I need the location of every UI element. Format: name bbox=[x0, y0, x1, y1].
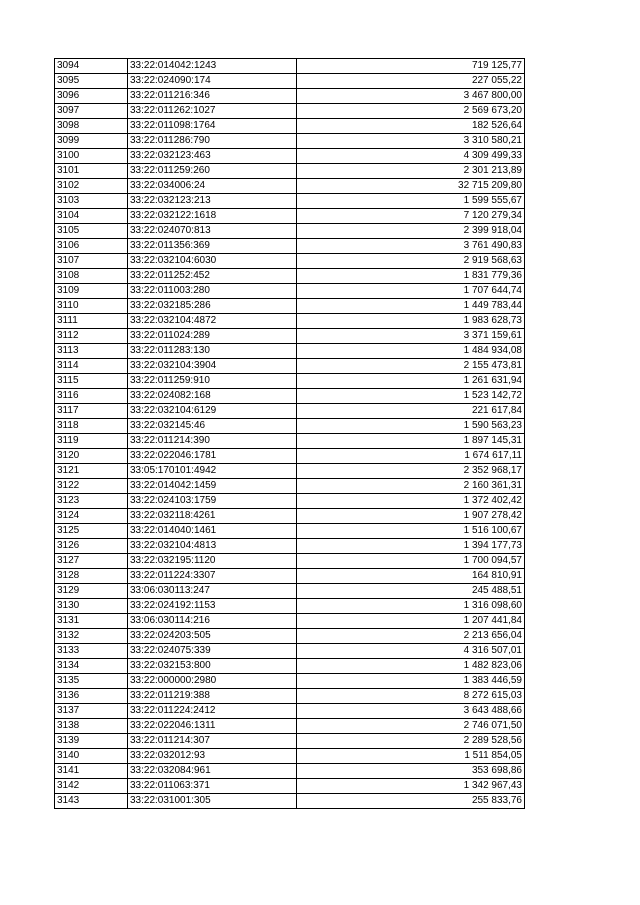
cadastral-value-cell: 353 698,86 bbox=[297, 764, 525, 779]
row-number-cell: 3107 bbox=[55, 254, 128, 269]
cadastral-number-cell: 33:06:030113:247 bbox=[128, 584, 297, 599]
cadastral-number-cell: 33:22:000000:2980 bbox=[128, 674, 297, 689]
cadastral-number-cell: 33:22:032084:961 bbox=[128, 764, 297, 779]
cadastral-value-cell: 4 316 507,01 bbox=[297, 644, 525, 659]
cadastral-value-cell: 1 907 278,42 bbox=[297, 509, 525, 524]
cadastral-number-cell: 33:22:024192:1153 bbox=[128, 599, 297, 614]
table-row bbox=[55, 254, 525, 269]
table-row bbox=[55, 59, 525, 74]
cadastral-value-cell: 2 919 568,63 bbox=[297, 254, 525, 269]
table-row bbox=[55, 239, 525, 254]
cadastral-value-cell: 1 316 098,60 bbox=[297, 599, 525, 614]
table-row bbox=[55, 284, 525, 299]
cadastral-value-cell: 2 213 656,04 bbox=[297, 629, 525, 644]
cadastral-value-cell: 1 342 967,43 bbox=[297, 779, 525, 794]
cadastral-value-cell: 2 160 361,31 bbox=[297, 479, 525, 494]
row-number-cell: 3131 bbox=[55, 614, 128, 629]
cadastral-value-cell: 1 831 779,36 bbox=[297, 269, 525, 284]
table-row bbox=[55, 314, 525, 329]
cadastral-number-cell: 33:22:032104:6030 bbox=[128, 254, 297, 269]
cadastral-value-cell: 1 511 854,05 bbox=[297, 749, 525, 764]
row-number-cell: 3140 bbox=[55, 749, 128, 764]
cadastral-value-cell: 2 301 213,89 bbox=[297, 164, 525, 179]
cadastral-number-cell: 33:22:011283:130 bbox=[128, 344, 297, 359]
cadastral-number-cell: 33:22:011262:1027 bbox=[128, 104, 297, 119]
cadastral-number-cell: 33:22:032012:93 bbox=[128, 749, 297, 764]
cadastral-number-cell: 33:22:032123:463 bbox=[128, 149, 297, 164]
row-number-cell: 3106 bbox=[55, 239, 128, 254]
cadastral-value-cell: 164 810,91 bbox=[297, 569, 525, 584]
table-row bbox=[55, 389, 525, 404]
table-row bbox=[55, 269, 525, 284]
table-row bbox=[55, 794, 525, 809]
table-row bbox=[55, 149, 525, 164]
table-row bbox=[55, 749, 525, 764]
cadastral-value-cell: 7 120 279,34 bbox=[297, 209, 525, 224]
cadastral-value-cell: 1 516 100,67 bbox=[297, 524, 525, 539]
cadastral-value-cell: 2 746 071,50 bbox=[297, 719, 525, 734]
table-row bbox=[55, 419, 525, 434]
row-number-cell: 3113 bbox=[55, 344, 128, 359]
table-row bbox=[55, 584, 525, 599]
cadastral-value-cell: 255 833,76 bbox=[297, 794, 525, 809]
cadastral-value-cell: 2 399 918,04 bbox=[297, 224, 525, 239]
cadastral-value-cell: 221 617,84 bbox=[297, 404, 525, 419]
cadastral-value-cell: 2 352 968,17 bbox=[297, 464, 525, 479]
table-row bbox=[55, 614, 525, 629]
cadastral-number-cell: 33:22:014042:1243 bbox=[128, 59, 297, 74]
row-number-cell: 3126 bbox=[55, 539, 128, 554]
row-number-cell: 3105 bbox=[55, 224, 128, 239]
table-row bbox=[55, 689, 525, 704]
row-number-cell: 3115 bbox=[55, 374, 128, 389]
cadastral-number-cell: 33:22:011224:3307 bbox=[128, 569, 297, 584]
cadastral-value-cell: 1 261 631,94 bbox=[297, 374, 525, 389]
cadastral-number-cell: 33:06:030114:216 bbox=[128, 614, 297, 629]
table-row bbox=[55, 104, 525, 119]
cadastral-number-cell: 33:22:032104:3904 bbox=[128, 359, 297, 374]
cadastral-number-cell: 33:22:032145:46 bbox=[128, 419, 297, 434]
cadastral-number-cell: 33:22:014042:1459 bbox=[128, 479, 297, 494]
cadastral-number-cell: 33:22:032123:213 bbox=[128, 194, 297, 209]
cadastral-value-cell: 1 394 177,73 bbox=[297, 539, 525, 554]
row-number-cell: 3114 bbox=[55, 359, 128, 374]
table-row bbox=[55, 779, 525, 794]
row-number-cell: 3132 bbox=[55, 629, 128, 644]
table-row bbox=[55, 629, 525, 644]
cadastral-value-cell: 1 482 823,06 bbox=[297, 659, 525, 674]
table-row bbox=[55, 569, 525, 584]
cadastral-number-cell: 33:22:022046:1311 bbox=[128, 719, 297, 734]
cadastral-number-cell: 33:22:032122:1618 bbox=[128, 209, 297, 224]
table-row bbox=[55, 119, 525, 134]
table-row bbox=[55, 359, 525, 374]
cadastral-value-cell: 1 674 617,11 bbox=[297, 449, 525, 464]
cadastral-value-cell: 4 309 499,33 bbox=[297, 149, 525, 164]
table-row bbox=[55, 479, 525, 494]
cadastral-value-cell: 1 372 402,42 bbox=[297, 494, 525, 509]
cadastral-number-cell: 33:22:011259:260 bbox=[128, 164, 297, 179]
cadastral-number-cell: 33:22:032104:4872 bbox=[128, 314, 297, 329]
cadastral-number-cell: 33:22:011024:289 bbox=[128, 329, 297, 344]
table-row bbox=[55, 329, 525, 344]
row-number-cell: 3118 bbox=[55, 419, 128, 434]
cadastral-number-cell: 33:22:011063:371 bbox=[128, 779, 297, 794]
table-row bbox=[55, 734, 525, 749]
cadastral-number-cell: 33:22:034006:24 bbox=[128, 179, 297, 194]
cadastral-number-cell: 33:22:011214:307 bbox=[128, 734, 297, 749]
row-number-cell: 3129 bbox=[55, 584, 128, 599]
table-row bbox=[55, 74, 525, 89]
cadastral-value-cell: 227 055,22 bbox=[297, 74, 525, 89]
table-row bbox=[55, 134, 525, 149]
row-number-cell: 3100 bbox=[55, 149, 128, 164]
row-number-cell: 3110 bbox=[55, 299, 128, 314]
table-row bbox=[55, 194, 525, 209]
cadastral-value-cell: 1 590 563,23 bbox=[297, 419, 525, 434]
row-number-cell: 3133 bbox=[55, 644, 128, 659]
row-number-cell: 3101 bbox=[55, 164, 128, 179]
cadastral-number-cell: 33:22:011214:390 bbox=[128, 434, 297, 449]
row-number-cell: 3103 bbox=[55, 194, 128, 209]
cadastral-value-cell: 2 155 473,81 bbox=[297, 359, 525, 374]
cadastral-number-cell: 33:22:032104:6129 bbox=[128, 404, 297, 419]
row-number-cell: 3098 bbox=[55, 119, 128, 134]
table-row bbox=[55, 434, 525, 449]
cadastral-number-cell: 33:22:032153:800 bbox=[128, 659, 297, 674]
cadastral-number-cell: 33:22:024075:339 bbox=[128, 644, 297, 659]
table-row bbox=[55, 599, 525, 614]
cadastral-number-cell: 33:22:032195:1120 bbox=[128, 554, 297, 569]
table-row bbox=[55, 404, 525, 419]
table-row bbox=[55, 209, 525, 224]
row-number-cell: 3095 bbox=[55, 74, 128, 89]
cadastral-number-cell: 33:22:032118:4261 bbox=[128, 509, 297, 524]
row-number-cell: 3108 bbox=[55, 269, 128, 284]
cadastral-number-cell: 33:22:011356:369 bbox=[128, 239, 297, 254]
cadastral-value-cell: 8 272 615,03 bbox=[297, 689, 525, 704]
row-number-cell: 3097 bbox=[55, 104, 128, 119]
cadastral-number-cell: 33:22:022046:1781 bbox=[128, 449, 297, 464]
row-number-cell: 3094 bbox=[55, 59, 128, 74]
cadastral-value-cell: 3 310 580,21 bbox=[297, 134, 525, 149]
cadastral-number-cell: 33:22:024090:174 bbox=[128, 74, 297, 89]
row-number-cell: 3142 bbox=[55, 779, 128, 794]
row-number-cell: 3143 bbox=[55, 794, 128, 809]
cadastral-number-cell: 33:22:011252:452 bbox=[128, 269, 297, 284]
table-row bbox=[55, 509, 525, 524]
cadastral-value-cell: 2 289 528,56 bbox=[297, 734, 525, 749]
table-row bbox=[55, 659, 525, 674]
table-row bbox=[55, 764, 525, 779]
cadastral-number-cell: 33:05:170101:4942 bbox=[128, 464, 297, 479]
cadastral-number-cell: 33:22:032104:4813 bbox=[128, 539, 297, 554]
cadastral-number-cell: 33:22:011098:1764 bbox=[128, 119, 297, 134]
cadastral-value-cell: 1 383 446,59 bbox=[297, 674, 525, 689]
cadastral-value-cell: 1 599 555,67 bbox=[297, 194, 525, 209]
table-row bbox=[55, 494, 525, 509]
cadastral-value-cell: 3 467 800,00 bbox=[297, 89, 525, 104]
cadastral-value-cell: 1 983 628,73 bbox=[297, 314, 525, 329]
table-row bbox=[55, 89, 525, 104]
cadastral-number-cell: 33:22:011224:2412 bbox=[128, 704, 297, 719]
row-number-cell: 3099 bbox=[55, 134, 128, 149]
table-row bbox=[55, 299, 525, 314]
cadastral-number-cell: 33:22:024203:505 bbox=[128, 629, 297, 644]
cadastral-number-cell: 33:22:011286:790 bbox=[128, 134, 297, 149]
cadastral-number-cell: 33:22:011219:388 bbox=[128, 689, 297, 704]
cadastral-number-cell: 33:22:024103:1759 bbox=[128, 494, 297, 509]
row-number-cell: 3137 bbox=[55, 704, 128, 719]
cadastral-value-cell: 1 207 441,84 bbox=[297, 614, 525, 629]
cadastral-value-cell: 1 707 644,74 bbox=[297, 284, 525, 299]
row-number-cell: 3134 bbox=[55, 659, 128, 674]
row-number-cell: 3121 bbox=[55, 464, 128, 479]
cadastral-value-cell: 719 125,77 bbox=[297, 59, 525, 74]
table-row bbox=[55, 719, 525, 734]
table-row bbox=[55, 164, 525, 179]
cadastral-value-cell: 1 523 142,72 bbox=[297, 389, 525, 404]
row-number-cell: 3128 bbox=[55, 569, 128, 584]
row-number-cell: 3138 bbox=[55, 719, 128, 734]
table-row bbox=[55, 224, 525, 239]
row-number-cell: 3116 bbox=[55, 389, 128, 404]
cadastral-value-cell: 1 700 094,57 bbox=[297, 554, 525, 569]
table-row bbox=[55, 704, 525, 719]
row-number-cell: 3119 bbox=[55, 434, 128, 449]
cadastral-number-cell: 33:22:032185:286 bbox=[128, 299, 297, 314]
table-row bbox=[55, 374, 525, 389]
cadastral-number-cell: 33:22:024082:168 bbox=[128, 389, 297, 404]
table-row bbox=[55, 644, 525, 659]
row-number-cell: 3139 bbox=[55, 734, 128, 749]
table-body bbox=[55, 59, 525, 809]
row-number-cell: 3102 bbox=[55, 179, 128, 194]
row-number-cell: 3130 bbox=[55, 599, 128, 614]
cadastral-value-cell: 1 484 934,08 bbox=[297, 344, 525, 359]
table-row bbox=[55, 674, 525, 689]
cadastral-value-cell: 3 761 490,83 bbox=[297, 239, 525, 254]
table-row bbox=[55, 539, 525, 554]
cadastral-value-cell: 1 449 783,44 bbox=[297, 299, 525, 314]
row-number-cell: 3120 bbox=[55, 449, 128, 464]
table-row bbox=[55, 524, 525, 539]
table-row bbox=[55, 449, 525, 464]
cadastral-value-cell: 32 715 209,80 bbox=[297, 179, 525, 194]
table-row bbox=[55, 554, 525, 569]
row-number-cell: 3125 bbox=[55, 524, 128, 539]
row-number-cell: 3112 bbox=[55, 329, 128, 344]
row-number-cell: 3122 bbox=[55, 479, 128, 494]
cadastral-number-cell: 33:22:011003:280 bbox=[128, 284, 297, 299]
row-number-cell: 3124 bbox=[55, 509, 128, 524]
cadastral-value-cell: 3 371 159,61 bbox=[297, 329, 525, 344]
cadastral-value-cell: 1 897 145,31 bbox=[297, 434, 525, 449]
cadastral-number-cell: 33:22:031001:305 bbox=[128, 794, 297, 809]
cadastral-value-cell: 245 488,51 bbox=[297, 584, 525, 599]
cadastral-value-cell: 2 569 673,20 bbox=[297, 104, 525, 119]
row-number-cell: 3096 bbox=[55, 89, 128, 104]
cadastral-number-cell: 33:22:011259:910 bbox=[128, 374, 297, 389]
row-number-cell: 3111 bbox=[55, 314, 128, 329]
cadastral-number-cell: 33:22:014040:1461 bbox=[128, 524, 297, 539]
table-row bbox=[55, 464, 525, 479]
row-number-cell: 3135 bbox=[55, 674, 128, 689]
row-number-cell: 3123 bbox=[55, 494, 128, 509]
row-number-cell: 3104 bbox=[55, 209, 128, 224]
row-number-cell: 3136 bbox=[55, 689, 128, 704]
row-number-cell: 3127 bbox=[55, 554, 128, 569]
row-number-cell: 3141 bbox=[55, 764, 128, 779]
table-row bbox=[55, 179, 525, 194]
cadastral-number-cell: 33:22:011216:346 bbox=[128, 89, 297, 104]
cadastral-value-cell: 182 526,64 bbox=[297, 119, 525, 134]
cadastral-number-cell: 33:22:024070:813 bbox=[128, 224, 297, 239]
cadastral-value-cell: 3 643 488,66 bbox=[297, 704, 525, 719]
cadastral-value-table bbox=[54, 58, 525, 809]
table-row bbox=[55, 344, 525, 359]
row-number-cell: 3117 bbox=[55, 404, 128, 419]
row-number-cell: 3109 bbox=[55, 284, 128, 299]
